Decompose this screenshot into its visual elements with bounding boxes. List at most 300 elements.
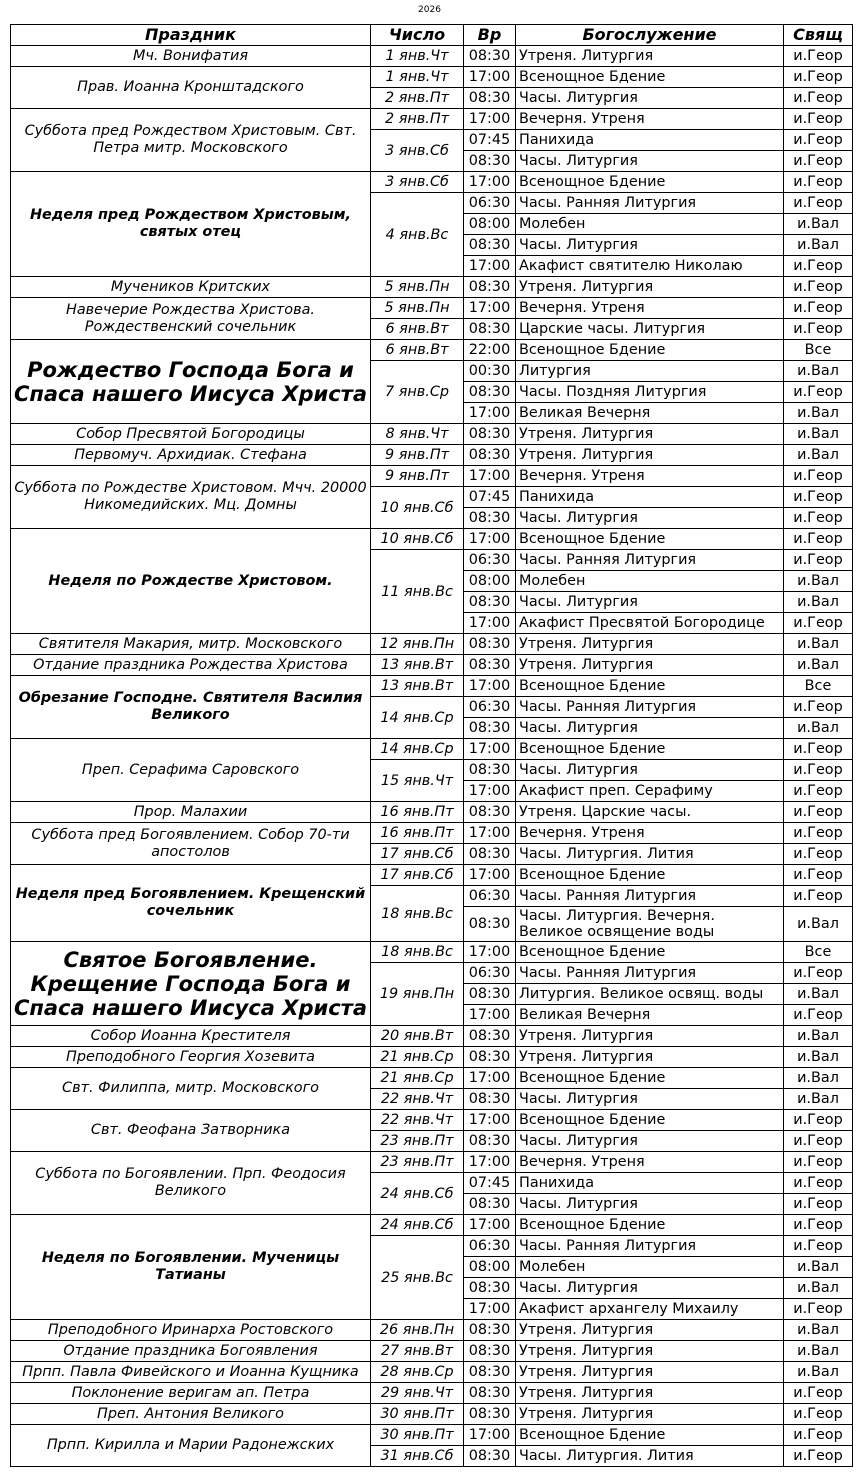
service-cell: Молебен [516, 1257, 784, 1278]
clergy-cell: Все [784, 942, 853, 963]
service-cell: Часы. Ранняя Литургия [516, 886, 784, 907]
service-cell: Часы. Литургия [516, 592, 784, 613]
service-cell: Панихида [516, 487, 784, 508]
date-cell: 20 янв.Вт [371, 1026, 464, 1047]
date-cell: 3 янв.Сб [371, 130, 464, 172]
clergy-cell: и.Геор [784, 781, 853, 802]
time-cell: 17:00 [464, 466, 516, 487]
time-cell: 06:30 [464, 697, 516, 718]
date-cell: 6 янв.Вт [371, 319, 464, 340]
service-cell: Утреня. Литургия [516, 445, 784, 466]
time-cell: 17:00 [464, 403, 516, 424]
clergy-cell: и.Вал [784, 1278, 853, 1299]
clergy-cell: и.Вал [784, 1362, 853, 1383]
time-cell: 08:30 [464, 907, 516, 942]
header-clergy: Свящ [784, 25, 853, 46]
service-cell: Всенощное Бдение [516, 865, 784, 886]
feast-cell: Отдание праздника Рождества Христова [11, 655, 371, 676]
feast-cell: Собор Пресвятой Богородицы [11, 424, 371, 445]
time-cell: 17:00 [464, 172, 516, 193]
time-cell: 17:00 [464, 739, 516, 760]
date-cell: 22 янв.Чт [371, 1110, 464, 1131]
feast-cell: Суббота пред Рождеством Христовым. Свт. Петра митр. Московского [11, 109, 371, 172]
date-cell: 9 янв.Пт [371, 445, 464, 466]
table-row [11, 1383, 853, 1404]
time-cell: 08:30 [464, 46, 516, 67]
table-row [11, 1215, 853, 1236]
feast-cell: Святителя Макария, митр. Московского [11, 634, 371, 655]
time-cell: 17:00 [464, 942, 516, 963]
feast-cell: Суббота по Рождестве Христовом. Мчч. 20000 Никомедийских. Мц. Домны [11, 466, 371, 529]
clergy-cell: и.Геор [784, 1005, 853, 1026]
service-cell: Часы. Литургия. Лития [516, 844, 784, 865]
table-row [11, 1341, 853, 1362]
time-cell: 08:30 [464, 88, 516, 109]
clergy-cell: и.Геор [784, 1446, 853, 1467]
time-cell: 06:30 [464, 886, 516, 907]
clergy-cell: и.Геор [784, 1299, 853, 1320]
clergy-cell: и.Вал [784, 403, 853, 424]
date-cell: 22 янв.Чт [371, 1089, 464, 1110]
date-cell: 5 янв.Пн [371, 298, 464, 319]
service-cell: Царские часы. Литургия [516, 319, 784, 340]
date-cell: 23 янв.Пт [371, 1131, 464, 1152]
table-row [11, 1425, 853, 1446]
date-cell: 24 янв.Сб [371, 1215, 464, 1236]
table-row [11, 424, 853, 445]
service-cell: Всенощное Бдение [516, 1110, 784, 1131]
table-row [11, 46, 853, 67]
feast-cell: Святое Богоявление. Крещение Господа Бога и Спаса нашего Иисуса Христа [11, 942, 371, 1026]
table-row [11, 802, 853, 823]
time-cell: 08:00 [464, 571, 516, 592]
date-cell: 26 янв.Пн [371, 1320, 464, 1341]
time-cell: 08:30 [464, 760, 516, 781]
service-cell: Всенощное Бдение [516, 1215, 784, 1236]
service-cell: Великая Вечерня [516, 403, 784, 424]
clergy-cell: и.Вал [784, 1089, 853, 1110]
time-cell: 22:00 [464, 340, 516, 361]
clergy-cell: и.Геор [784, 739, 853, 760]
service-cell: Акафист Пресвятой Богородице [516, 613, 784, 634]
clergy-cell: и.Геор [784, 529, 853, 550]
time-cell: 17:00 [464, 529, 516, 550]
date-cell: 7 янв.Ср [371, 361, 464, 424]
service-cell: Акафист святителю Николаю [516, 256, 784, 277]
feast-cell: Преп. Серафима Саровского [11, 739, 371, 802]
header-time: Вр [464, 25, 516, 46]
time-cell: 08:30 [464, 592, 516, 613]
clergy-cell: и.Геор [784, 760, 853, 781]
table-row [11, 172, 853, 193]
clergy-cell: и.Геор [784, 277, 853, 298]
clergy-cell: и.Вал [784, 235, 853, 256]
clergy-cell: и.Геор [784, 802, 853, 823]
date-cell: 1 янв.Чт [371, 46, 464, 67]
clergy-cell: и.Вал [784, 1320, 853, 1341]
date-cell: 11 янв.Вс [371, 550, 464, 634]
feast-cell: Неделя пред Богоявлением. Крещенский сочельник [11, 865, 371, 942]
clergy-cell: и.Геор [784, 613, 853, 634]
service-cell: Панихида [516, 1173, 784, 1194]
table-row [11, 1404, 853, 1425]
clergy-cell: и.Геор [784, 865, 853, 886]
service-cell: Часы. Литургия [516, 1131, 784, 1152]
service-cell: Часы. Ранняя Литургия [516, 193, 784, 214]
clergy-cell: и.Геор [784, 550, 853, 571]
service-cell: Вечерня. Утреня [516, 109, 784, 130]
time-cell: 08:30 [464, 844, 516, 865]
time-cell: 08:00 [464, 214, 516, 235]
table-row [11, 445, 853, 466]
service-cell: Часы. Литургия. Вечерня. Великое освящение воды [516, 907, 784, 942]
date-cell: 21 янв.Ср [371, 1047, 464, 1068]
service-cell: Часы. Ранняя Литургия [516, 697, 784, 718]
time-cell: 17:00 [464, 1299, 516, 1320]
service-cell: Вечерня. Утреня [516, 823, 784, 844]
date-cell: 23 янв.Пт [371, 1152, 464, 1173]
service-cell: Часы. Литургия [516, 1194, 784, 1215]
service-cell: Часы. Ранняя Литургия [516, 963, 784, 984]
service-cell: Утреня. Литургия [516, 1320, 784, 1341]
service-cell: Часы. Литургия [516, 88, 784, 109]
time-cell: 08:30 [464, 445, 516, 466]
service-cell: Акафист архангелу Михаилу [516, 1299, 784, 1320]
service-cell: Часы. Литургия [516, 508, 784, 529]
clergy-cell: и.Вал [784, 361, 853, 382]
feast-cell: Собор Иоанна Крестителя [11, 1026, 371, 1047]
clergy-cell: и.Геор [784, 319, 853, 340]
service-cell: Литургия [516, 361, 784, 382]
time-cell: 07:45 [464, 487, 516, 508]
time-cell: 07:45 [464, 1173, 516, 1194]
table-row [11, 942, 853, 963]
service-cell: Молебен [516, 571, 784, 592]
service-cell: Всенощное Бдение [516, 676, 784, 697]
header-row [11, 25, 853, 46]
date-cell: 10 янв.Сб [371, 487, 464, 529]
time-cell: 06:30 [464, 193, 516, 214]
clergy-cell: и.Геор [784, 1152, 853, 1173]
date-cell: 17 янв.Сб [371, 865, 464, 886]
service-cell: Часы. Литургия [516, 760, 784, 781]
clergy-cell: и.Геор [784, 1425, 853, 1446]
service-cell: Вечерня. Утреня [516, 1152, 784, 1173]
time-cell: 17:00 [464, 823, 516, 844]
clergy-cell: и.Геор [784, 46, 853, 67]
clergy-cell: и.Геор [784, 1383, 853, 1404]
date-cell: 13 янв.Вт [371, 655, 464, 676]
table-row [11, 676, 853, 697]
clergy-cell: и.Геор [784, 1194, 853, 1215]
clergy-cell: Все [784, 340, 853, 361]
date-cell: 29 янв.Чт [371, 1383, 464, 1404]
time-cell: 08:30 [464, 718, 516, 739]
date-cell: 24 янв.Сб [371, 1173, 464, 1215]
feast-cell: Прав. Иоанна Кронштадского [11, 67, 371, 109]
time-cell: 08:30 [464, 1320, 516, 1341]
table-row [11, 1320, 853, 1341]
clergy-cell: и.Геор [784, 172, 853, 193]
feast-cell: Прпп. Кирилла и Марии Радонежских [11, 1425, 371, 1467]
date-cell: 16 янв.Пт [371, 823, 464, 844]
clergy-cell: и.Геор [784, 508, 853, 529]
date-cell: 1 янв.Чт [371, 67, 464, 88]
clergy-cell: и.Вал [784, 1341, 853, 1362]
feast-cell: Рождество Господа Бога и Спаса нашего Иисуса Христа [11, 340, 371, 424]
clergy-cell: и.Геор [784, 844, 853, 865]
service-cell: Часы. Ранняя Литургия [516, 550, 784, 571]
table-row [11, 298, 853, 319]
service-cell: Часы. Поздняя Литургия [516, 382, 784, 403]
service-cell: Утреня. Литургия [516, 1341, 784, 1362]
table-row [11, 1152, 853, 1173]
clergy-cell: и.Вал [784, 1026, 853, 1047]
time-cell: 17:00 [464, 1110, 516, 1131]
clergy-cell: и.Вал [784, 718, 853, 739]
service-cell: Утреня. Литургия [516, 46, 784, 67]
table-row [11, 529, 853, 550]
clergy-cell: и.Геор [784, 1236, 853, 1257]
time-cell: 00:30 [464, 361, 516, 382]
clergy-cell: и.Геор [784, 130, 853, 151]
clergy-cell: и.Вал [784, 655, 853, 676]
time-cell: 17:00 [464, 865, 516, 886]
time-cell: 08:30 [464, 1278, 516, 1299]
time-cell: 08:30 [464, 802, 516, 823]
feast-cell: Первомуч. Архидиак. Стефана [11, 445, 371, 466]
clergy-cell: и.Геор [784, 1131, 853, 1152]
time-cell: 08:30 [464, 151, 516, 172]
clergy-cell: и.Геор [784, 466, 853, 487]
feast-cell: Преподобного Иринарха Ростовского [11, 1320, 371, 1341]
time-cell: 08:30 [464, 1089, 516, 1110]
feast-cell: Навечерие Рождества Христова. Рождественский сочельник [11, 298, 371, 340]
feast-cell: Неделя по Богоявлении. Мученицы Татианы [11, 1215, 371, 1320]
service-cell: Великая Вечерня [516, 1005, 784, 1026]
time-cell: 08:30 [464, 1026, 516, 1047]
table-row [11, 655, 853, 676]
clergy-cell: и.Вал [784, 592, 853, 613]
service-cell: Всенощное Бдение [516, 739, 784, 760]
feast-cell: Обрезание Господне. Святителя Василия Великого [11, 676, 371, 739]
service-cell: Утреня. Царские часы. [516, 802, 784, 823]
clergy-cell: и.Геор [784, 151, 853, 172]
clergy-cell: и.Вал [784, 1257, 853, 1278]
schedule-body [11, 46, 853, 1467]
schedule-table [10, 24, 853, 1467]
time-cell: 08:30 [464, 1131, 516, 1152]
time-cell: 17:00 [464, 1068, 516, 1089]
date-cell: 18 янв.Вс [371, 886, 464, 942]
service-cell: Утреня. Литургия [516, 1383, 784, 1404]
service-cell: Часы. Литургия [516, 718, 784, 739]
clergy-cell: и.Геор [784, 1173, 853, 1194]
service-cell: Часы. Ранняя Литургия [516, 1236, 784, 1257]
feast-cell: Прор. Малахии [11, 802, 371, 823]
service-cell: Всенощное Бдение [516, 942, 784, 963]
time-cell: 06:30 [464, 963, 516, 984]
service-cell: Всенощное Бдение [516, 1068, 784, 1089]
table-row [11, 466, 853, 487]
clergy-cell: и.Геор [784, 1404, 853, 1425]
time-cell: 08:30 [464, 277, 516, 298]
service-cell: Всенощное Бдение [516, 67, 784, 88]
date-cell: 27 янв.Вт [371, 1341, 464, 1362]
header-feast: Праздник [11, 25, 371, 46]
date-cell: 9 янв.Пт [371, 466, 464, 487]
clergy-cell: и.Геор [784, 1215, 853, 1236]
date-cell: 5 янв.Пн [371, 277, 464, 298]
table-row [11, 109, 853, 130]
service-cell: Всенощное Бдение [516, 529, 784, 550]
feast-cell: Суббота пред Богоявлением. Собор 70-ти апостолов [11, 823, 371, 865]
date-cell: 8 янв.Чт [371, 424, 464, 445]
service-cell: Всенощное Бдение [516, 340, 784, 361]
service-cell: Всенощное Бдение [516, 172, 784, 193]
clergy-cell: и.Вал [784, 445, 853, 466]
clergy-cell: и.Геор [784, 487, 853, 508]
time-cell: 17:00 [464, 67, 516, 88]
feast-cell: Свт. Филиппа, митр. Московского [11, 1068, 371, 1110]
header-date: Число [371, 25, 464, 46]
clergy-cell: и.Геор [784, 963, 853, 984]
table-row [11, 865, 853, 886]
service-cell: Акафист преп. Серафиму [516, 781, 784, 802]
service-cell: Молебен [516, 214, 784, 235]
service-cell: Утреня. Литургия [516, 655, 784, 676]
date-cell: 2 янв.Пт [371, 109, 464, 130]
feast-cell: Поклонение веригам ап. Петра [11, 1383, 371, 1404]
service-cell: Часы. Литургия [516, 235, 784, 256]
date-cell: 10 янв.Сб [371, 529, 464, 550]
clergy-cell: и.Вал [784, 907, 853, 942]
time-cell: 17:00 [464, 613, 516, 634]
clergy-cell: и.Вал [784, 424, 853, 445]
date-cell: 15 янв.Чт [371, 760, 464, 802]
clergy-cell: и.Вал [784, 1068, 853, 1089]
date-cell: 16 янв.Пт [371, 802, 464, 823]
time-cell: 08:30 [464, 424, 516, 445]
date-cell: 28 янв.Ср [371, 1362, 464, 1383]
feast-cell: Суббота по Богоявлении. Прп. Феодосия Великого [11, 1152, 371, 1215]
header-service: Богослужение [516, 25, 784, 46]
date-cell: 4 янв.Вс [371, 193, 464, 277]
year-label: 2026 [418, 5, 441, 15]
table-row [11, 823, 853, 844]
time-cell: 08:30 [464, 319, 516, 340]
service-cell: Панихида [516, 130, 784, 151]
date-cell: 3 янв.Сб [371, 172, 464, 193]
time-cell: 08:30 [464, 1404, 516, 1425]
feast-cell: Мучеников Критских [11, 277, 371, 298]
clergy-cell: и.Геор [784, 193, 853, 214]
clergy-cell: и.Геор [784, 298, 853, 319]
time-cell: 07:45 [464, 130, 516, 151]
time-cell: 17:00 [464, 256, 516, 277]
clergy-cell: и.Геор [784, 109, 853, 130]
time-cell: 08:30 [464, 634, 516, 655]
time-cell: 17:00 [464, 676, 516, 697]
feast-cell: Свт. Феофана Затворника [11, 1110, 371, 1152]
time-cell: 06:30 [464, 1236, 516, 1257]
time-cell: 17:00 [464, 1152, 516, 1173]
time-cell: 08:30 [464, 235, 516, 256]
time-cell: 08:30 [464, 655, 516, 676]
clergy-cell: и.Геор [784, 886, 853, 907]
service-cell: Утреня. Литургия [516, 424, 784, 445]
service-cell: Утреня. Литургия [516, 1404, 784, 1425]
time-cell: 08:30 [464, 382, 516, 403]
date-cell: 19 янв.Пн [371, 963, 464, 1026]
clergy-cell: и.Вал [784, 1047, 853, 1068]
time-cell: 08:30 [464, 1362, 516, 1383]
date-cell: 17 янв.Сб [371, 844, 464, 865]
date-cell: 13 янв.Вт [371, 676, 464, 697]
date-cell: 21 янв.Ср [371, 1068, 464, 1089]
feast-cell: Мч. Вонифатия [11, 46, 371, 67]
service-cell: Часы. Литургия [516, 1089, 784, 1110]
time-cell: 08:30 [464, 1047, 516, 1068]
table-row [11, 67, 853, 88]
time-cell: 17:00 [464, 1425, 516, 1446]
clergy-cell: и.Геор [784, 823, 853, 844]
feast-cell: Отдание праздника Богоявления [11, 1341, 371, 1362]
feast-cell: Прпп. Павла Фивейского и Иоанна Кущника [11, 1362, 371, 1383]
clergy-cell: и.Геор [784, 256, 853, 277]
service-cell: Всенощное Бдение [516, 1425, 784, 1446]
feast-cell: Преп. Антония Великого [11, 1404, 371, 1425]
time-cell: 17:00 [464, 781, 516, 802]
table-row [11, 1068, 853, 1089]
time-cell: 08:30 [464, 508, 516, 529]
table-row [11, 739, 853, 760]
time-cell: 17:00 [464, 298, 516, 319]
service-cell: Часы. Литургия [516, 1278, 784, 1299]
service-cell: Утреня. Литургия [516, 1362, 784, 1383]
time-cell: 17:00 [464, 1215, 516, 1236]
date-cell: 12 янв.Пн [371, 634, 464, 655]
clergy-cell: и.Геор [784, 382, 853, 403]
time-cell: 08:30 [464, 1341, 516, 1362]
feast-cell: Неделя пред Рождеством Христовым, святых отец [11, 172, 371, 277]
clergy-cell: и.Геор [784, 88, 853, 109]
clergy-cell: Все [784, 676, 853, 697]
time-cell: 08:00 [464, 1257, 516, 1278]
clergy-cell: и.Вал [784, 984, 853, 1005]
service-cell: Литургия. Великое освящ. воды [516, 984, 784, 1005]
clergy-cell: и.Вал [784, 214, 853, 235]
table-row [11, 277, 853, 298]
service-cell: Утреня. Литургия [516, 1047, 784, 1068]
table-row [11, 1110, 853, 1131]
clergy-cell: и.Вал [784, 571, 853, 592]
time-cell: 08:30 [464, 984, 516, 1005]
service-cell: Утреня. Литургия [516, 634, 784, 655]
date-cell: 6 янв.Вт [371, 340, 464, 361]
service-cell: Часы. Литургия [516, 151, 784, 172]
feast-cell: Преподобного Георгия Хозевита [11, 1047, 371, 1068]
service-cell: Часы. Литургия. Лития [516, 1446, 784, 1467]
date-cell: 2 янв.Пт [371, 88, 464, 109]
date-cell: 31 янв.Сб [371, 1446, 464, 1467]
clergy-cell: и.Геор [784, 697, 853, 718]
clergy-cell: и.Геор [784, 1110, 853, 1131]
table-row [11, 634, 853, 655]
date-cell: 25 янв.Вс [371, 1236, 464, 1320]
clergy-cell: и.Вал [784, 634, 853, 655]
feast-cell: Неделя по Рождестве Христовом. [11, 529, 371, 634]
